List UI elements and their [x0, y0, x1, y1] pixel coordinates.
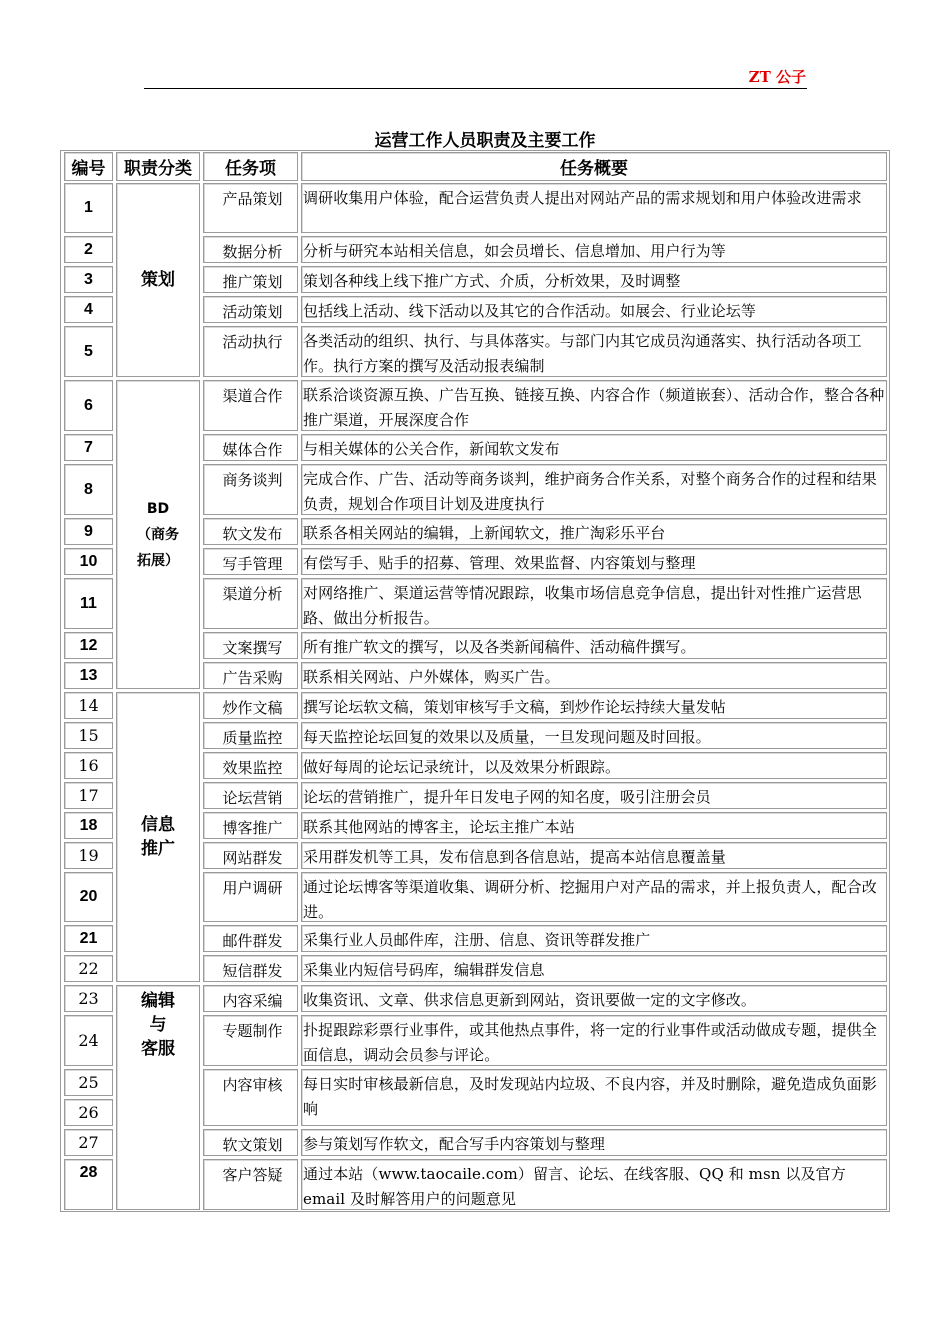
header-summary: 任务概要 — [301, 152, 887, 181]
row-item: 软文策划 — [203, 1129, 298, 1156]
row-summary: 每日实时审核最新信息，及时发现站内垃圾、不良内容，并及时删除，避免造成负面影响 — [301, 1069, 887, 1126]
category-info-line2: 推广 — [141, 839, 175, 859]
row-number: 11 — [64, 578, 113, 629]
row-summary: 采集行业人员邮件库，注册、信息、资讯等群发推广 — [301, 925, 887, 952]
row-item: 渠道分析 — [203, 578, 298, 629]
row-summary: 分析与研究本站相关信息，如会员增长、信息增加、用户行为等 — [301, 236, 887, 263]
row-summary: 采用群发机等工具，发布信息到各信息站，提高本站信息覆盖量 — [301, 842, 887, 869]
row-number: 6 — [64, 380, 113, 431]
category-bd — [116, 380, 200, 689]
row-number: 17 — [64, 782, 113, 809]
row-item: 渠道合作 — [203, 380, 298, 431]
row-summary: 策划各种线上线下推广方式、介质，分析效果，及时调整 — [301, 266, 887, 293]
row-summary: 各类活动的组织、执行、与具体落实。与部门内其它成员沟通落实、执行活动各项工作。执行方案的撰写及活动报表编制 — [301, 326, 887, 377]
row-summary: 采集业内短信号码库，编辑群发信息 — [301, 955, 887, 982]
row-number: 7 — [64, 434, 113, 461]
row-number: 8 — [64, 464, 113, 515]
row-number: 15 — [64, 722, 113, 749]
category-bd-line3: 拓展） — [137, 552, 179, 569]
row-item: 媒体合作 — [203, 434, 298, 461]
header-divider — [144, 88, 807, 89]
row-number: 5 — [64, 326, 113, 377]
header-number: 编号 — [64, 152, 113, 181]
row-item: 效果监控 — [203, 752, 298, 779]
row-item: 炒作文稿 — [203, 692, 298, 719]
page-title: 运营工作人员职责及主要工作 — [374, 131, 596, 151]
row-summary: 包括线上活动、线下活动以及其它的合作活动。如展会、行业论坛等 — [301, 296, 887, 323]
category-edit-line1: 编辑 — [141, 991, 175, 1011]
row-number: 3 — [64, 266, 113, 293]
row-summary: 与相关媒体的公关合作，新闻软文发布 — [301, 434, 887, 461]
row-summary: 联系相关网站、户外媒体，购买广告。 — [301, 662, 887, 689]
row-item: 数据分析 — [203, 236, 298, 263]
row-number: 10 — [64, 548, 113, 575]
row-item: 专题制作 — [203, 1015, 298, 1066]
row-item: 客户答疑 — [203, 1159, 298, 1210]
row-number: 2 — [64, 236, 113, 263]
row-number: 9 — [64, 518, 113, 545]
row-number: 20 — [64, 872, 113, 922]
row-number: 28 — [64, 1159, 113, 1210]
category-edit-line3: 客服 — [141, 1039, 175, 1059]
row-item: 写手管理 — [203, 548, 298, 575]
row-summary: 每天监控论坛回复的效果以及质量，一旦发现问题及时回报。 — [301, 722, 887, 749]
row-item: 活动执行 — [203, 326, 298, 377]
row-number: 26 — [64, 1099, 113, 1126]
row-summary: 联系洽谈资源互换、广告互换、链接互换、内容合作（频道嵌套）、活动合作，整合各种推广渠道，开展深度合作 — [301, 380, 887, 431]
row-summary: 做好每周的论坛记录统计，以及效果分析跟踪。 — [301, 752, 887, 779]
row-number: 4 — [64, 296, 113, 323]
row-summary: 通过本站（www.taocaile.com）留言、论坛、在线客服、QQ 和 msn 以及官方 email 及时解答用户的问题意见 — [301, 1159, 887, 1210]
row-summary: 联系各相关网站的编辑，上新闻软文，推广淘彩乐平台 — [301, 518, 887, 545]
row-number: 12 — [64, 632, 113, 659]
row-number: 13 — [64, 662, 113, 689]
category-bd-line2: （商务 — [137, 526, 179, 543]
row-number: 23 — [64, 985, 113, 1012]
row-number: 24 — [64, 1015, 113, 1066]
row-summary: 对网络推广、渠道运营等情况跟踪，收集市场信息竞争信息，提出针对性推广运营思路、做出分析报告。 — [301, 578, 887, 629]
row-summary: 扑捉跟踪彩票行业事件，或其他热点事件，将一定的行业事件或活动做成专题，提供全面信息，调动会员参与评论。 — [301, 1015, 887, 1066]
category-edit — [116, 985, 200, 1210]
row-number: 14 — [64, 692, 113, 719]
row-number: 16 — [64, 752, 113, 779]
row-item: 用户调研 — [203, 872, 298, 922]
row-number: 19 — [64, 842, 113, 869]
row-summary: 收集资讯、文章、供求信息更新到网站，资讯要做一定的文字修改。 — [301, 985, 887, 1012]
row-number: 22 — [64, 955, 113, 982]
row-summary: 撰写论坛软文稿，策划审核写手文稿，到炒作论坛持续大量发帖 — [301, 692, 887, 719]
row-item: 广告采购 — [203, 662, 298, 689]
category-edit-line2: 与 — [149, 1015, 167, 1035]
row-summary: 完成合作、广告、活动等商务谈判，维护商务合作关系，对整个商务合作的过程和结果负责，规划合作项目计划及进度执行 — [301, 464, 887, 515]
row-summary: 通过论坛博客等渠道收集、调研分析、挖掘用户对产品的需求，并上报负责人，配合改进。 — [301, 872, 887, 922]
row-item: 软文发布 — [203, 518, 298, 545]
category-info-line1: 信息 — [141, 815, 175, 835]
row-item: 内容采编 — [203, 985, 298, 1012]
row-item: 推广策划 — [203, 266, 298, 293]
row-summary: 有偿写手、贴手的招募、管理、效果监督、内容策划与整理 — [301, 548, 887, 575]
row-item: 文案撰写 — [203, 632, 298, 659]
row-item: 内容审核 — [203, 1069, 298, 1126]
row-summary: 调研收集用户体验，配合运营负责人提出对网站产品的需求规划和用户体验改进需求 — [301, 183, 887, 233]
row-item: 活动策划 — [203, 296, 298, 323]
row-number: 18 — [64, 812, 113, 839]
header-item: 任务项 — [203, 152, 298, 181]
row-number: 27 — [64, 1129, 113, 1156]
category-info — [116, 692, 200, 982]
row-summary: 论坛的营销推广，提升年日发电子网的知名度，吸引注册会员 — [301, 782, 887, 809]
row-summary: 联系其他网站的博客主，论坛主推广本站 — [301, 812, 887, 839]
category-planning-label: 策划 — [141, 270, 175, 290]
row-item: 网站群发 — [203, 842, 298, 869]
category-planning — [116, 183, 200, 377]
brand-label: ZT 公子 — [748, 68, 806, 86]
row-number: 25 — [64, 1069, 113, 1096]
row-item: 质量监控 — [203, 722, 298, 749]
header-category: 职责分类 — [116, 152, 200, 181]
row-item: 商务谈判 — [203, 464, 298, 515]
row-item: 博客推广 — [203, 812, 298, 839]
row-item: 产品策划 — [203, 183, 298, 233]
row-item: 短信群发 — [203, 955, 298, 982]
row-number: 21 — [64, 925, 113, 952]
row-summary: 所有推广软文的撰写，以及各类新闻稿件、活动稿件撰写。 — [301, 632, 887, 659]
row-item: 论坛营销 — [203, 782, 298, 809]
row-item: 邮件群发 — [203, 925, 298, 952]
category-bd-line1: BD — [146, 500, 170, 517]
row-summary: 参与策划写作软文，配合写手内容策划与整理 — [301, 1129, 887, 1156]
row-number: 1 — [64, 183, 113, 233]
